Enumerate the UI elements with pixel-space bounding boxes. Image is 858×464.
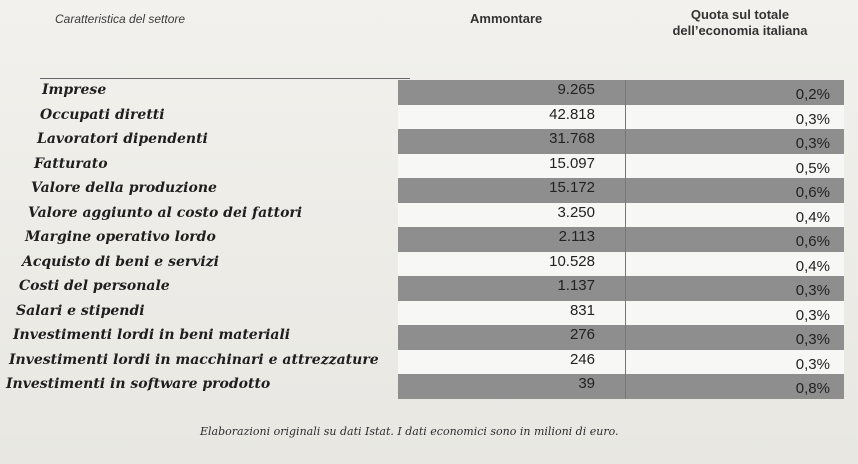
- row-label: Investimenti in software prodotto: [6, 376, 271, 392]
- row-amount: 1.137: [398, 276, 626, 301]
- sector-table: [0, 80, 858, 399]
- row-share: 0,6%: [626, 227, 844, 252]
- row-label: Investimenti lordi in beni materiali: [13, 327, 291, 343]
- table-row: [0, 301, 858, 326]
- header-share: [660, 7, 820, 39]
- row-label: Costi del personale: [19, 278, 170, 294]
- row-label: Valore aggiunto al costo dei fattori: [28, 204, 303, 221]
- row-label: Margine operativo lordo: [25, 229, 216, 245]
- table-row: [0, 80, 858, 105]
- row-label: Fatturato: [34, 155, 108, 172]
- header-amount: Ammontare: [470, 11, 543, 26]
- header-share-line2: dell’economia italiana: [672, 23, 808, 38]
- footnote: Elaborazioni originali su dati Istat. I dati economici sono in milioni di euro.: [200, 425, 619, 438]
- row-amount: 246: [398, 350, 626, 375]
- row-amount: 15.172: [398, 178, 626, 203]
- table-row: [0, 325, 858, 350]
- table-row: [0, 178, 858, 203]
- row-share: 0,3%: [626, 350, 844, 375]
- row-amount: 31.768: [398, 129, 626, 154]
- row-share: 0,5%: [626, 154, 844, 179]
- table-row: [0, 129, 858, 154]
- table-row: [0, 105, 858, 130]
- row-share: 0,3%: [626, 129, 844, 154]
- row-amount: 10.528: [398, 252, 626, 277]
- table-row: [0, 252, 858, 277]
- row-share: 0,6%: [626, 178, 844, 203]
- row-label: Salari e stipendi: [16, 302, 145, 319]
- row-amount: 42.818: [398, 105, 626, 130]
- row-share: 0,3%: [626, 105, 844, 130]
- row-label: Acquisto di beni e servizi: [22, 253, 219, 270]
- row-label: Investimenti lordi in macchinari e attrezzature: [9, 351, 379, 368]
- table-row: [0, 203, 858, 228]
- row-amount: 276: [398, 325, 626, 350]
- row-label: Lavoratori dipendenti: [37, 131, 208, 147]
- row-amount: 15.097: [398, 154, 626, 179]
- row-amount: 3.250: [398, 203, 626, 228]
- row-share: 0,2%: [626, 80, 844, 105]
- row-amount: 831: [398, 301, 626, 326]
- row-amount: 9.265: [398, 80, 626, 105]
- row-share: 0,3%: [626, 276, 844, 301]
- row-label: Imprese: [42, 82, 107, 98]
- row-label: Valore della produzione: [31, 180, 217, 196]
- table-row: [0, 350, 858, 375]
- header-rule: [40, 78, 410, 79]
- header-characteristic: Caratteristica del settore: [55, 12, 186, 26]
- header-share-line1: Quota sul totale: [690, 7, 790, 22]
- table-row: [0, 154, 858, 179]
- row-share: 0,4%: [626, 203, 844, 228]
- row-share: 0,4%: [626, 252, 844, 277]
- table-row: [0, 276, 858, 301]
- row-share: 0,3%: [626, 325, 844, 350]
- row-label: Occupati diretti: [40, 106, 165, 123]
- row-amount: 2.113: [398, 227, 626, 252]
- row-share: 0,3%: [626, 301, 844, 326]
- table-row: [0, 374, 858, 399]
- table-row: [0, 227, 858, 252]
- row-share: 0,8%: [626, 374, 844, 399]
- row-amount: 39: [398, 374, 626, 399]
